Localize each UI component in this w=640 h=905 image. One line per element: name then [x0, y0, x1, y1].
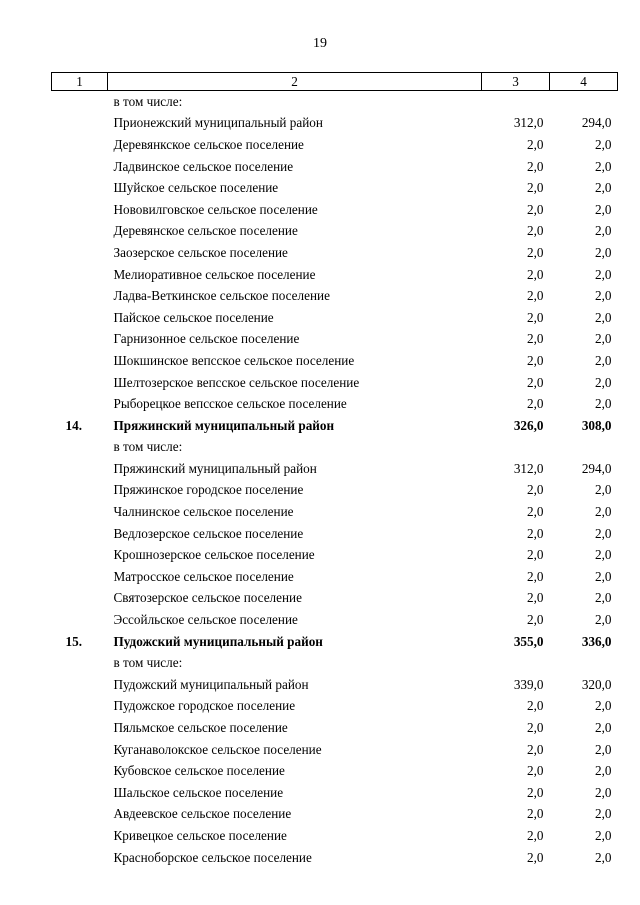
column-header-1: 1	[52, 73, 108, 91]
table-row	[52, 804, 618, 826]
table-row	[52, 134, 618, 156]
row-number-cell	[52, 652, 108, 674]
value-col4-cell: 2,0	[595, 784, 612, 800]
value-col3-cell: 312,0	[513, 115, 544, 131]
value-col3-cell: 2,0	[527, 741, 544, 757]
table-row	[52, 329, 618, 351]
value-col3-cell: 2,0	[527, 309, 544, 325]
row-number-cell	[52, 544, 108, 566]
value-col4-cell: 2,0	[595, 482, 612, 498]
row-number-cell	[52, 804, 108, 826]
value-col4-cell	[550, 437, 618, 459]
row-number-cell	[52, 825, 108, 847]
value-col3-cell: 2,0	[527, 331, 544, 347]
column-header-4: 4	[550, 73, 618, 91]
value-col3-cell: 2,0	[527, 547, 544, 563]
row-number-cell	[52, 674, 108, 696]
value-col4-cell: 2,0	[595, 504, 612, 520]
name-cell: Нововилговское сельское поселение	[113, 201, 318, 217]
table-row	[52, 523, 618, 545]
name-cell: Шелтозерское вепсское сельское поселение	[113, 374, 360, 390]
table-row	[52, 825, 618, 847]
value-col3-cell	[482, 91, 550, 113]
table-row	[52, 285, 618, 307]
value-col3-cell: 2,0	[527, 806, 544, 822]
value-col3-cell: 2,0	[527, 180, 544, 196]
value-col3-cell: 2,0	[527, 504, 544, 520]
value-col4-cell: 2,0	[595, 525, 612, 541]
name-cell: Мелиоративное сельское поселение	[113, 266, 316, 282]
row-number-cell	[52, 437, 108, 459]
name-cell: Чалнинское сельское поселение	[113, 504, 294, 520]
row-number-cell	[52, 501, 108, 523]
column-header-3: 3	[482, 73, 550, 91]
value-col4-cell: 336,0	[581, 633, 612, 649]
row-number-cell	[52, 523, 108, 545]
row-number-cell	[52, 134, 108, 156]
table-row	[52, 566, 618, 588]
budget-table	[51, 72, 618, 868]
value-col3-cell: 2,0	[527, 590, 544, 606]
value-col3-cell: 2,0	[527, 223, 544, 239]
row-number-cell: 14.	[65, 417, 82, 433]
district-row	[52, 415, 618, 437]
row-number-cell	[52, 566, 108, 588]
value-col4-cell: 2,0	[595, 827, 612, 843]
table-row	[52, 177, 618, 199]
row-number-cell: 15.	[65, 633, 82, 649]
district-row	[52, 631, 618, 653]
row-number-cell	[52, 242, 108, 264]
row-number-cell	[52, 372, 108, 394]
column-header-2: 2	[108, 73, 482, 91]
value-col4-cell: 308,0	[581, 417, 612, 433]
value-col3-cell: 2,0	[527, 784, 544, 800]
value-col3-cell: 2,0	[527, 568, 544, 584]
subheading-row	[52, 652, 618, 674]
value-col4-cell: 2,0	[595, 288, 612, 304]
row-number-cell	[52, 609, 108, 631]
value-col3-cell: 2,0	[527, 763, 544, 779]
value-col4-cell: 2,0	[595, 223, 612, 239]
name-cell: Пудожское городское поселение	[113, 698, 296, 714]
row-number-cell	[52, 285, 108, 307]
value-col3-cell: 312,0	[513, 460, 544, 476]
name-cell: Пряжинский муниципальный район	[113, 460, 317, 476]
table-row	[52, 350, 618, 372]
value-col4-cell: 2,0	[595, 136, 612, 152]
table-row	[52, 696, 618, 718]
value-col4-cell: 2,0	[595, 180, 612, 196]
row-number-cell	[52, 480, 108, 502]
name-cell: Деревянское сельское поселение	[113, 223, 298, 239]
name-cell: Ведлозерское сельское поселение	[113, 525, 304, 541]
value-col3-cell: 2,0	[527, 720, 544, 736]
value-col3-cell: 2,0	[527, 136, 544, 152]
table-row	[52, 221, 618, 243]
name-cell: Рыборецкое вепсское сельское поселение	[113, 396, 347, 412]
row-number-cell	[52, 760, 108, 782]
row-number-cell	[52, 113, 108, 135]
value-col4-cell: 2,0	[595, 741, 612, 757]
table-row	[52, 717, 618, 739]
subheading-row	[52, 437, 618, 459]
value-col3-cell: 2,0	[527, 352, 544, 368]
row-number-cell	[52, 717, 108, 739]
table-row	[52, 307, 618, 329]
value-col3-cell: 2,0	[527, 849, 544, 865]
value-col4-cell: 2,0	[595, 244, 612, 260]
row-number-cell	[52, 350, 108, 372]
value-col3-cell: 2,0	[527, 288, 544, 304]
value-col4-cell: 2,0	[595, 352, 612, 368]
name-cell: Кривецкое сельское поселение	[113, 827, 287, 843]
table-body	[52, 91, 618, 869]
row-number-cell	[52, 329, 108, 351]
row-number-cell	[52, 847, 108, 869]
name-cell: Шальское сельское поселение	[113, 784, 284, 800]
row-number-cell	[52, 221, 108, 243]
value-col3-cell: 2,0	[527, 525, 544, 541]
table-row	[52, 674, 618, 696]
table-row	[52, 199, 618, 221]
subheading-row	[52, 91, 618, 113]
value-col4-cell: 2,0	[595, 396, 612, 412]
table-row	[52, 458, 618, 480]
row-number-cell	[52, 199, 108, 221]
value-col4-cell: 2,0	[595, 266, 612, 282]
name-cell: Кубовское сельское поселение	[113, 763, 285, 779]
value-col3-cell: 355,0	[513, 633, 544, 649]
table-row	[52, 242, 618, 264]
value-col3-cell: 2,0	[527, 266, 544, 282]
value-col3-cell: 2,0	[527, 827, 544, 843]
name-cell: Пряжинское городское поселение	[113, 482, 304, 498]
value-col3-cell: 2,0	[527, 158, 544, 174]
table-row	[52, 156, 618, 178]
table-row	[52, 501, 618, 523]
table-row	[52, 393, 618, 415]
value-col4-cell: 320,0	[581, 676, 612, 692]
value-col4-cell: 2,0	[595, 720, 612, 736]
value-col3-cell	[482, 437, 550, 459]
name-cell: Эссойльское сельское поселение	[113, 612, 298, 628]
name-cell: Шуйское сельское поселение	[113, 180, 279, 196]
name-cell: Пяльмское сельское поселение	[113, 720, 288, 736]
table-row	[52, 739, 618, 761]
row-number-cell	[52, 739, 108, 761]
value-col4-cell: 2,0	[595, 201, 612, 217]
table-row	[52, 760, 618, 782]
name-cell: Ладва-Веткинское сельское поселение	[113, 288, 330, 304]
value-col4-cell: 2,0	[595, 547, 612, 563]
header-row	[52, 73, 618, 91]
value-col3-cell: 2,0	[527, 244, 544, 260]
row-number-cell	[52, 782, 108, 804]
value-col3-cell: 2,0	[527, 201, 544, 217]
row-number-cell	[52, 458, 108, 480]
value-col3-cell: 2,0	[527, 612, 544, 628]
value-col4-cell: 2,0	[595, 568, 612, 584]
name-cell: в том числе:	[113, 93, 183, 109]
value-col4-cell: 2,0	[595, 763, 612, 779]
value-col3-cell: 2,0	[527, 374, 544, 390]
page-number: 19	[313, 36, 327, 51]
value-col4-cell: 2,0	[595, 590, 612, 606]
value-col4-cell	[550, 652, 618, 674]
value-col3-cell: 339,0	[513, 676, 544, 692]
table-row	[52, 113, 618, 135]
value-col4-cell: 2,0	[595, 849, 612, 865]
name-cell: Матросское сельское поселение	[113, 568, 294, 584]
value-col4-cell: 2,0	[595, 331, 612, 347]
value-col4-cell: 2,0	[595, 374, 612, 390]
name-cell: Гарнизонное сельское поселение	[113, 331, 300, 347]
table-row	[52, 544, 618, 566]
row-number-cell	[52, 696, 108, 718]
value-col3-cell: 326,0	[513, 417, 544, 433]
value-col4-cell: 294,0	[581, 115, 612, 131]
table-row	[52, 782, 618, 804]
value-col4-cell: 2,0	[595, 698, 612, 714]
name-cell: Святозерское сельское поселение	[113, 590, 302, 606]
value-col4-cell: 2,0	[595, 612, 612, 628]
name-cell: Пряжинский муниципальный район	[113, 417, 335, 433]
row-number-cell	[52, 156, 108, 178]
name-cell: Пайское сельское поселение	[113, 309, 274, 325]
row-number-cell	[52, 264, 108, 286]
table-header	[52, 73, 618, 91]
table-row	[52, 847, 618, 869]
name-cell: Пудожский муниципальный район	[113, 676, 309, 692]
row-number-cell	[52, 393, 108, 415]
table-row	[52, 480, 618, 502]
name-cell: Шокшинское вепсское сельское поселение	[113, 352, 355, 368]
table-row	[52, 372, 618, 394]
row-number-cell	[52, 177, 108, 199]
value-col3-cell: 2,0	[527, 396, 544, 412]
table-row	[52, 588, 618, 610]
value-col4-cell: 2,0	[595, 806, 612, 822]
table-row	[52, 609, 618, 631]
name-cell: в том числе:	[113, 439, 183, 455]
row-number-cell	[52, 91, 108, 113]
name-cell: Заозерское сельское поселение	[113, 244, 288, 260]
name-cell: Авдеевское сельское поселение	[113, 806, 292, 822]
name-cell: Деревянкское сельское поселение	[113, 136, 304, 152]
row-number-cell	[52, 307, 108, 329]
name-cell: Ладвинское сельское поселение	[113, 158, 294, 174]
value-col4-cell: 2,0	[595, 309, 612, 325]
name-cell: Крошнозерское сельское поселение	[113, 547, 315, 563]
name-cell: Прионежский муниципальный район	[113, 115, 323, 131]
name-cell: Пудожский муниципальный район	[113, 633, 323, 649]
table-row	[52, 264, 618, 286]
value-col4-cell: 294,0	[581, 460, 612, 476]
name-cell: Куганаволокское сельское поселение	[113, 741, 322, 757]
value-col3-cell	[482, 652, 550, 674]
name-cell: в том числе:	[113, 655, 183, 671]
value-col3-cell: 2,0	[527, 698, 544, 714]
row-number-cell	[52, 588, 108, 610]
name-cell: Красноборское сельское поселение	[113, 849, 312, 865]
value-col4-cell	[550, 91, 618, 113]
value-col3-cell: 2,0	[527, 482, 544, 498]
value-col4-cell: 2,0	[595, 158, 612, 174]
